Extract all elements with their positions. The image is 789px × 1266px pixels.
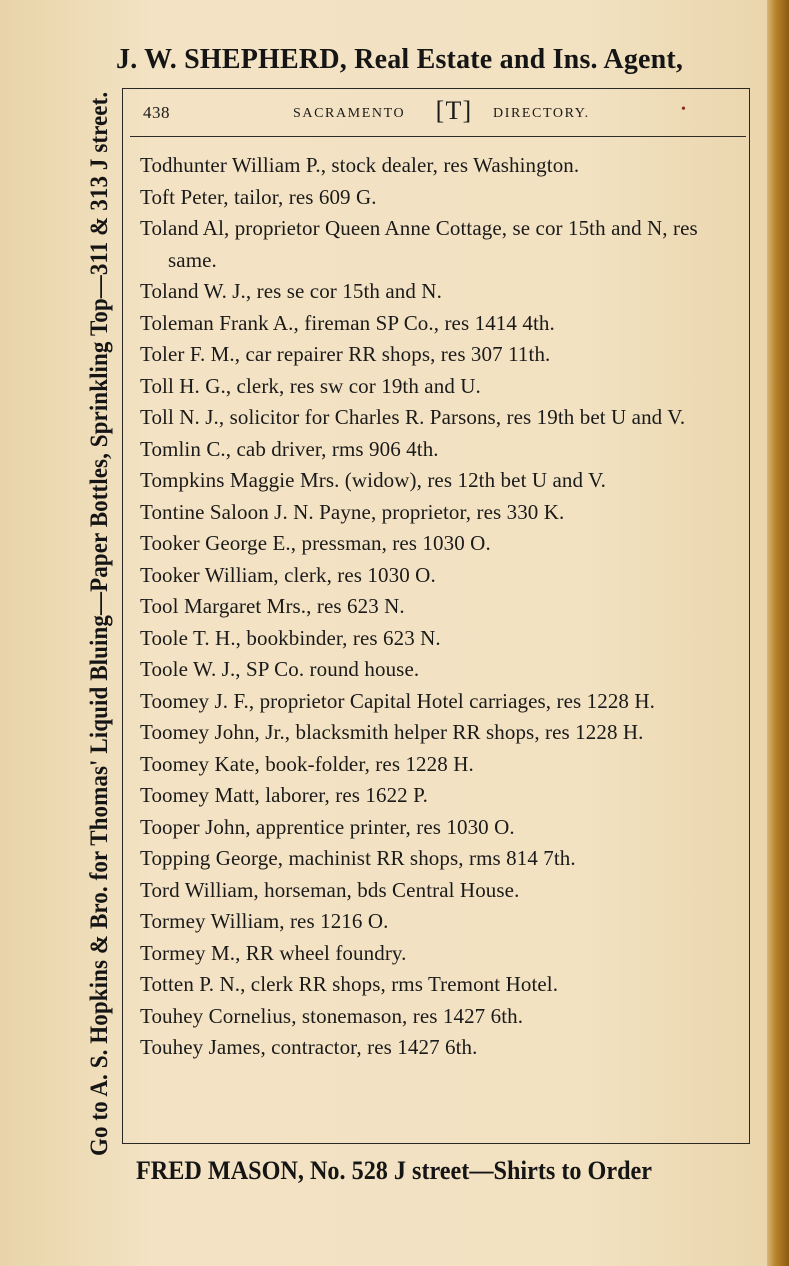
directory-entry: Tord William, horseman, bds Central House. [140,877,520,902]
section-letter-bracket-right: ] [462,96,473,125]
section-letter-value: T [445,96,463,125]
directory-entry: Totten P. N., clerk RR shops, rms Tremont Hotel. [140,972,559,996]
header-city: SACRAMENTO [293,106,406,121]
directory-entry: Touhey Cornelius, stonemason, res 1427 6th. [140,1003,524,1028]
section-letter-bracket-left: [ [435,96,446,125]
bottom-advertisement: FRED MASON, No. 528 J street—Shirts to Order [136,1156,653,1185]
section-letter [425,98,483,124]
directory-entry: Todhunter William P., stock dealer, res Washington. [140,153,580,177]
directory-entry: Toll H. G., clerk, res sw cor 19th and U. [140,373,481,398]
running-header [143,98,743,128]
directory-entry: Toll N. J., solicitor for Charles R. Parsons, res 19th bet U and V. [140,405,686,429]
header-rule [130,136,746,137]
directory-entry: Toland W. J., res se cor 15th and N. [140,279,442,303]
directory-entry: Toole T. H., bookbinder, res 623 N. [140,625,441,650]
directory-entry: Tooper John, apprentice printer, res 1030 O. [140,814,515,839]
directory-entry: Toole W. J., SP Co. round house. [140,657,420,681]
directory-entry: Tormey M., RR wheel foundry. [140,940,407,965]
directory-entry: Toomey Kate, book-folder, res 1228 H. [140,751,474,776]
directory-entry: Toomey John, Jr., blacksmith helper RR shops, res 1228 H. [140,720,644,744]
side-advertisement [86,76,116,1156]
directory-entry: Tooker William, clerk, res 1030 O. [140,562,436,587]
directory-entry: Touhey James, contractor, res 1427 6th. [140,1035,478,1059]
directory-entry: Toomey Matt, laborer, res 1622 P. [140,783,428,807]
directory-entry: Tooker George E., pressman, res 1030 O. [140,531,491,555]
directory-entry: Topping George, machinist RR shops, rms 814 7th. [140,846,576,870]
directory-entry: Tormey William, res 1216 O. [140,909,389,933]
directory-entry: Tool Margaret Mrs., res 623 N. [140,594,405,618]
directory-entry: Tomlin C., cab driver, rms 906 4th. [140,436,439,461]
header-directory: DIRECTORY. [493,106,590,121]
page-number: 438 [143,103,170,122]
page-edge [767,0,789,1266]
directory-entry: Tompkins Maggie Mrs. (widow), res 12th bet U and V. [140,468,606,492]
directory-entries [140,150,744,1064]
directory-entry: Toft Peter, tailor, res 609 G. [140,184,377,209]
directory-entry: Toomey J. F., proprietor Capital Hotel carriages, res 1228 H. [140,688,655,713]
side-advertisement-text: Go to A. S. Hopkins & Bro. for Thomas' Liquid Bluing—Paper Bottles, Sprinkling Top—311 & 313 J street. [86,91,113,1156]
directory-entry: Toland Al, proprietor Queen Anne Cottage, se cor 15th and N, res same. [140,216,698,272]
directory-entry: Toler F. M., car repairer RR shops, res 307 11th. [140,342,551,366]
directory-entry: Tontine Saloon J. N. Payne, proprietor, res 330 K. [140,499,565,524]
directory-entry: Toleman Frank A., fireman SP Co., res 1414 4th. [140,310,555,335]
top-advertisement: J. W. SHEPHERD, Real Estate and Ins. Agent, [116,44,684,75]
header-mark: • [681,102,688,117]
